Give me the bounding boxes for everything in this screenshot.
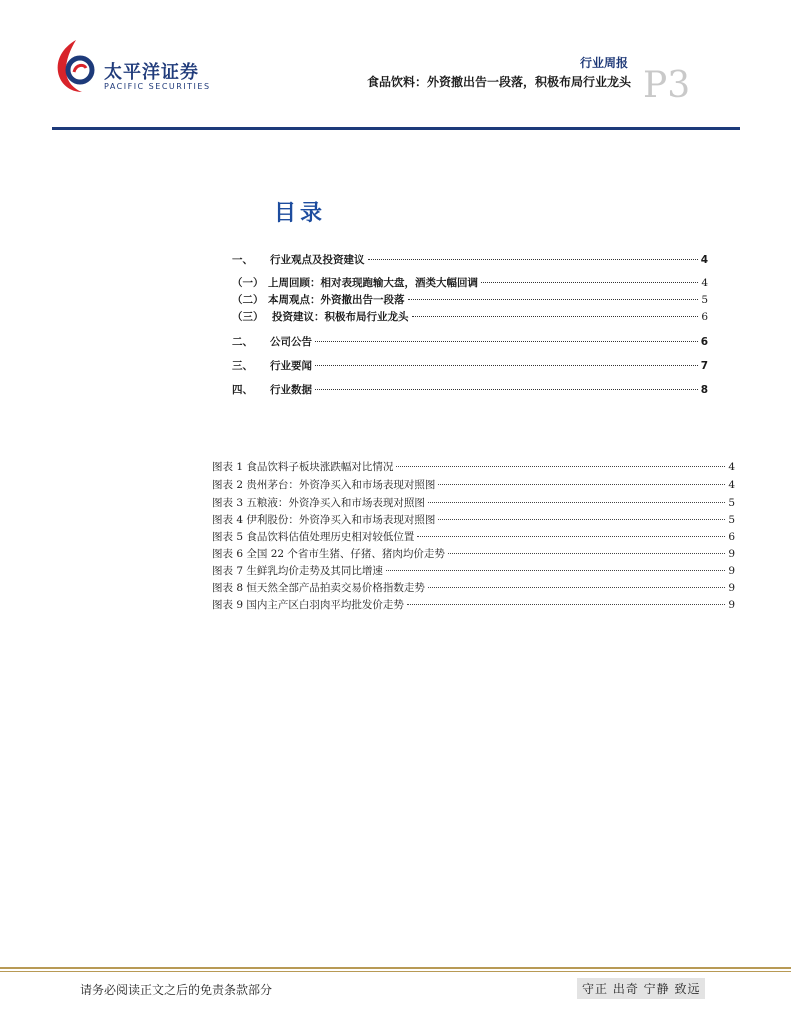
figure-label: 图表 6 全国 22 个省市生猪、仔猪、猪肉均价走势: [212, 548, 445, 560]
toc-item-number: 一、: [232, 254, 253, 266]
toc-leader-dots: [412, 316, 699, 317]
figure-page: 6: [728, 531, 735, 543]
footer-divider: [0, 967, 791, 969]
toc-item-label: 公司公告: [270, 336, 312, 348]
toc-item-label: 行业观点及投资建议: [270, 254, 365, 266]
figure-leader-dots: [428, 587, 725, 588]
footer-motto: 守正 出奇 宁静 致远: [577, 978, 705, 999]
figure-leader-dots: [438, 484, 725, 485]
toc-item-page: 8: [700, 384, 708, 396]
pacific-logo-icon: [52, 38, 100, 96]
footer-divider-thin: [0, 971, 791, 972]
toc-leader-dots: [315, 389, 698, 390]
toc-leader-dots: [481, 282, 698, 283]
toc-leader-dots: [315, 341, 698, 342]
figure-page: 9: [728, 548, 735, 560]
figure-list-item[interactable]: [212, 580, 735, 595]
figure-leader-dots: [396, 466, 725, 467]
figure-label: 图表 8 恒天然全部产品拍卖交易价格指数走势: [212, 582, 425, 594]
figure-page: 5: [728, 497, 735, 509]
figure-list-item[interactable]: [212, 563, 735, 578]
figure-leader-dots: [386, 570, 725, 571]
toc-item-page: 6: [700, 336, 708, 348]
toc-item-number: 三、: [232, 360, 253, 372]
figure-page: 9: [728, 565, 735, 577]
figure-label: 图表 7 生鲜乳均价走势及其同比增速: [212, 565, 383, 577]
toc-item[interactable]: [232, 382, 708, 397]
figure-page: 9: [728, 582, 735, 594]
toc-item[interactable]: [232, 292, 708, 307]
figure-label: 图表 3 五粮液：外资净买入和市场表现对照图: [212, 497, 425, 509]
company-logo: [52, 38, 227, 98]
figure-page: 9: [728, 599, 735, 611]
figure-label: 图表 1 食品饮料子板块涨跌幅对比情况: [212, 461, 394, 473]
figure-label: 图表 5 食品饮料估值处理历史相对较低位置: [212, 531, 415, 543]
toc-item-number: （二）: [232, 294, 264, 306]
toc-leader-dots: [368, 259, 698, 260]
figure-list-item[interactable]: [212, 597, 735, 612]
figure-label: 图表 9 国内主产区白羽肉平均批发价走势: [212, 599, 404, 611]
toc-leader-dots: [315, 365, 698, 366]
logo-chinese-name: 太平洋证券: [104, 62, 199, 83]
toc-leader-dots: [408, 299, 699, 300]
toc-item-number: 二、: [232, 336, 253, 348]
toc-item-label: 行业数据: [270, 384, 312, 396]
toc-item[interactable]: [232, 309, 708, 324]
logo-english-name: PACIFIC SECURITIES: [104, 82, 211, 91]
toc-item-number: （三）: [232, 311, 264, 323]
figure-leader-dots: [428, 502, 725, 503]
figure-list-item[interactable]: [212, 495, 735, 510]
toc-item-page: 6: [701, 311, 708, 323]
figure-list-item[interactable]: [212, 546, 735, 561]
figure-leader-dots: [448, 553, 725, 554]
toc-item-page: 7: [700, 360, 708, 372]
figure-list-item[interactable]: [212, 512, 735, 527]
toc-item-page: 4: [700, 254, 708, 266]
figure-label: 图表 4 伊利股份：外资净买入和市场表现对照图: [212, 514, 436, 526]
figure-page: 5: [728, 514, 735, 526]
figure-leader-dots: [407, 604, 725, 605]
figure-list-item[interactable]: [212, 477, 735, 492]
toc-item[interactable]: [232, 334, 708, 349]
figure-page: 4: [728, 461, 735, 473]
toc-item[interactable]: [232, 275, 708, 290]
toc-item-label: 行业要闻: [270, 360, 312, 372]
toc-item-page: 5: [701, 294, 708, 306]
figure-leader-dots: [417, 536, 725, 537]
toc-item-label: 本周观点：外资撤出告一段落: [268, 294, 405, 306]
report-title: 食品饮料：外资撤出告一段落，积极布局行业龙头: [366, 75, 631, 89]
figure-label: 图表 2 贵州茅台：外资净买入和市场表现对照图: [212, 479, 436, 491]
toc-item-number: 四、: [232, 384, 253, 396]
report-type: 行业周报: [579, 56, 628, 70]
toc-item-label: 上周回顾：相对表现跑输大盘，酒类大幅回调: [268, 277, 478, 289]
toc-item-label: 投资建议：积极布局行业龙头: [272, 311, 409, 323]
toc-item-number: （一）: [232, 277, 264, 289]
figure-leader-dots: [438, 519, 725, 520]
figure-list-item[interactable]: [212, 459, 735, 474]
footer-disclaimer: 请务必阅读正文之后的免责条款部分: [80, 983, 273, 997]
figure-page: 4: [728, 479, 735, 491]
toc-item[interactable]: [232, 358, 708, 373]
figure-list-item[interactable]: [212, 529, 735, 544]
toc-item[interactable]: [232, 252, 708, 267]
page-number: P3: [643, 65, 691, 106]
toc-heading: 目录: [274, 201, 327, 226]
toc-item-page: 4: [701, 277, 708, 289]
header-divider: [52, 127, 740, 130]
